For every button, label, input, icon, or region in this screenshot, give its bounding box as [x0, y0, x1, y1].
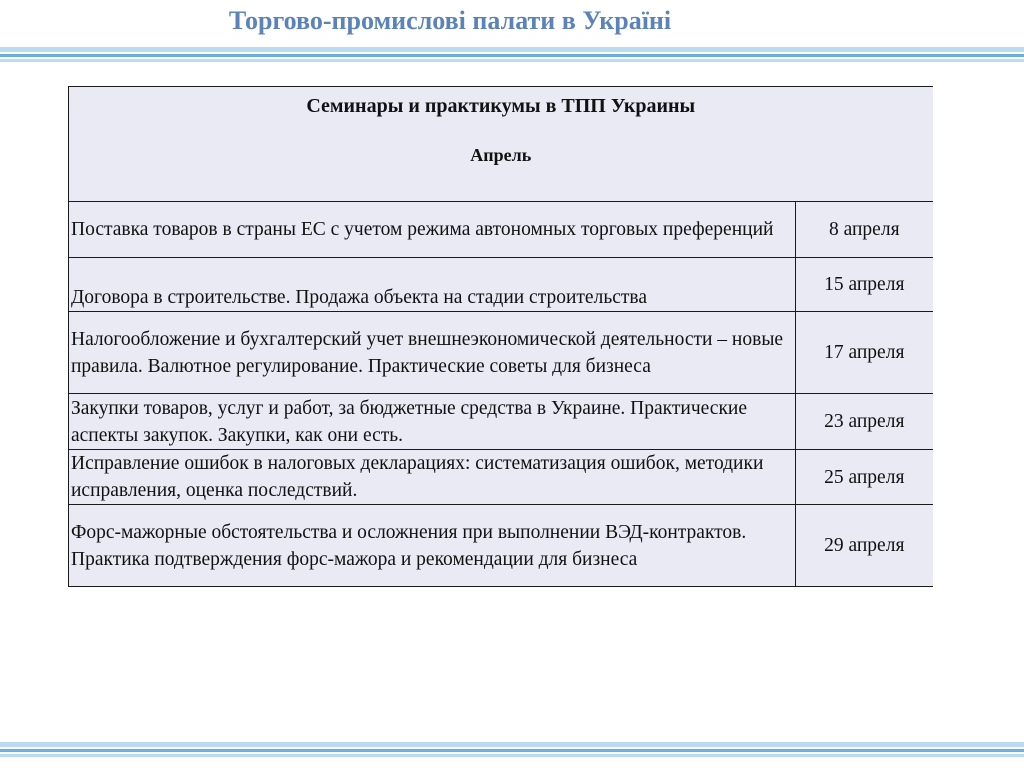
table-month: Апрель — [470, 145, 532, 165]
table-title: Семинары и практикумы в ТПП Украины — [306, 95, 696, 117]
table-header-cell — [69, 87, 933, 202]
seminar-date: 15 апреля — [796, 258, 933, 312]
stripe-light — [0, 59, 1024, 62]
table-row — [69, 450, 933, 505]
seminars-table — [68, 86, 933, 587]
seminar-date: 29 апреля — [796, 505, 933, 587]
table-row — [69, 202, 933, 258]
table-header-row — [69, 87, 933, 202]
top-decorative-stripes — [0, 47, 1024, 65]
table-row — [69, 258, 933, 312]
seminar-date: 25 апреля — [796, 450, 933, 505]
table-row — [69, 394, 933, 450]
seminar-topic: Форс-мажорные обстоятельства и осложнения при выполнении ВЭД-контрактов. Практика подтверждения форс-мажора и рекомендации для бизнеса — [69, 505, 796, 587]
stripe-light — [0, 47, 1024, 52]
seminar-topic: Исправление ошибок в налоговых декларациях: систематизация ошибок, методики исправления, оценка последствий. — [69, 450, 796, 505]
seminar-topic: Поставка товаров в страны ЕС с учетом режима автономных торговых преференций — [69, 202, 796, 258]
bottom-decorative-stripes — [0, 742, 1024, 760]
seminar-date: 8 апреля — [796, 202, 933, 258]
seminar-topic: Налогообложение и бухгалтерский учет внешнеэкономической деятельности – новые правила. Валютное регулирование. Практические советы для бизнеса — [69, 312, 796, 394]
stripe-dark — [0, 54, 1024, 57]
seminar-date: 23 апреля — [796, 394, 933, 450]
stripe-light — [0, 754, 1024, 757]
stripe-dark — [0, 749, 1024, 752]
seminar-date: 17 апреля — [796, 312, 933, 394]
seminar-topic: Договора в строительстве. Продажа объекта на стадии строительства — [69, 258, 796, 312]
table-row — [69, 505, 933, 587]
table-row — [69, 312, 933, 394]
slide-title: Торгово-промислові палати в Україні — [228, 6, 672, 35]
seminar-topic: Закупки товаров, услуг и работ, за бюджетные средства в Украине. Практические аспекты закупок. Закупки, как они есть. — [69, 394, 796, 450]
stripe-light — [0, 742, 1024, 747]
